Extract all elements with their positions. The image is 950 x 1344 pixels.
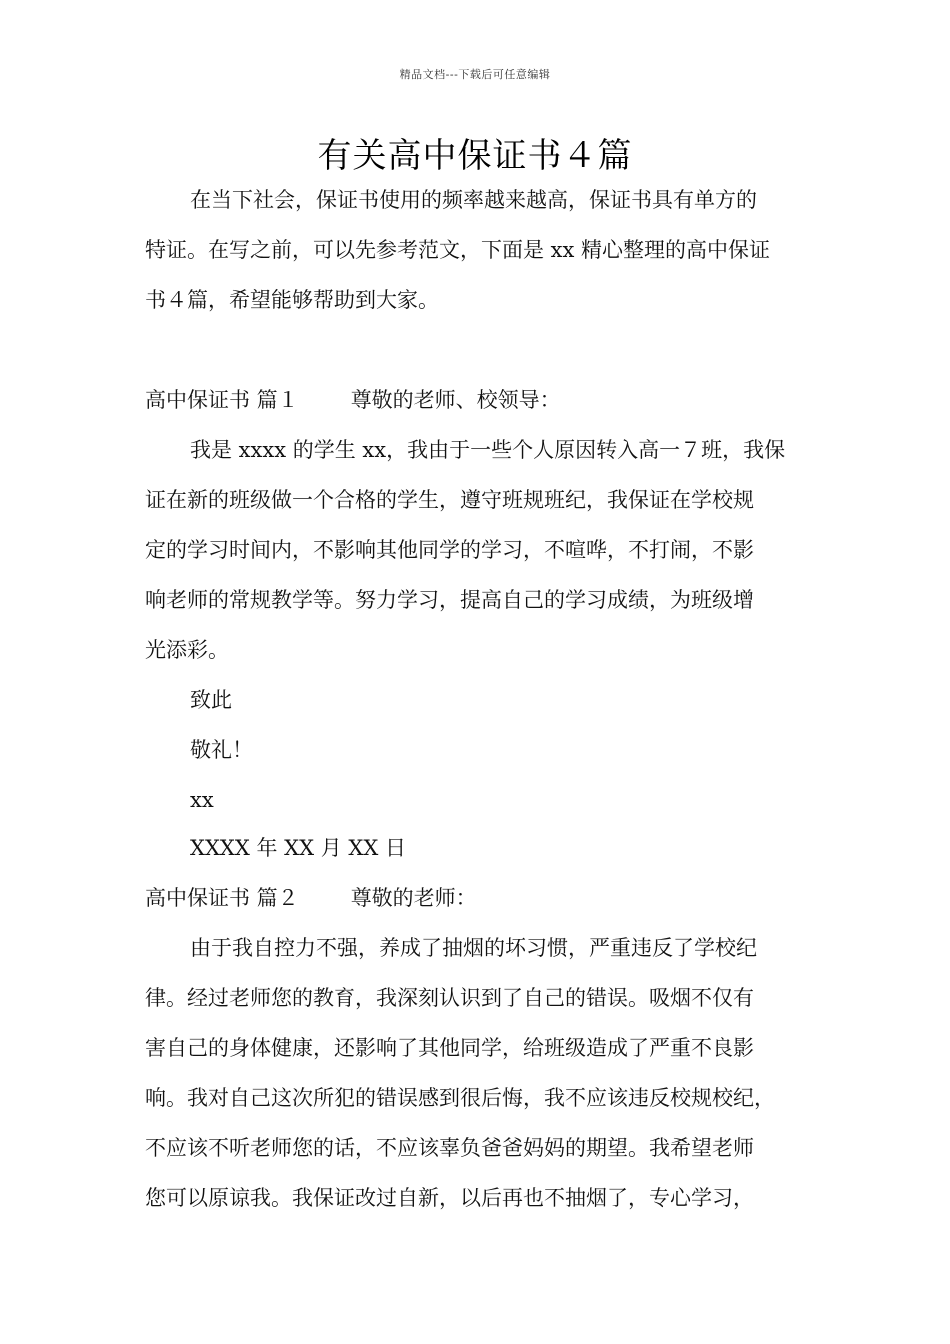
section-1-closing-salute: 敬礼！ <box>190 738 253 762</box>
section-1-closing: 致此 <box>190 688 232 712</box>
section-1-body-line: 响老师的常规教学等。努力学习，提高自己的学习成绩，为班级增 <box>145 588 754 612</box>
section-1-body-line: 光添彩。 <box>145 638 229 662</box>
intro-line: 书４篇，希望能够帮助到大家。 <box>145 288 439 312</box>
section-2-body-line: 律。经过老师您的教育，我深刻认识到了自己的错误。吸烟不仅有 <box>145 986 754 1010</box>
intro-line: 在当下社会，保证书使用的频率越来越高，保证书具有单方的 <box>190 188 757 212</box>
section-2-heading: 高中保证书 篇２ <box>145 886 299 910</box>
intro-line: 特证。在写之前，可以先参考范文，下面是 xx 精心整理的高中保证 <box>145 238 771 262</box>
section-2-body-line: 由于我自控力不强，养成了抽烟的坏习惯，严重违反了学校纪 <box>190 936 757 960</box>
section-1-signature: xx <box>190 788 214 812</box>
section-1-date: XXXX 年 XX 月 XX 日 <box>190 836 406 860</box>
section-2-salutation: 尊敬的老师： <box>350 886 477 910</box>
header-note: 精品文档---下载后可任意编辑 <box>399 68 551 81</box>
section-1-salutation: 尊敬的老师、校领导： <box>350 388 561 412</box>
section-2-body-line: 不应该不听老师您的话，不应该辜负爸爸妈妈的期望。我希望老师 <box>145 1136 754 1160</box>
section-2-heading-row <box>145 883 825 913</box>
section-2-body-line: 害自己的身体健康，还影响了其他同学，给班级造成了严重不良影 <box>145 1036 754 1060</box>
section-1-body-line: 我是 xxxx 的学生 xx，我由于一些个人原因转入高一７班，我保 <box>190 438 786 462</box>
section-2-body-line: 响。我对自己这次所犯的错误感到很后悔，我不应该违反校规校纪， <box>145 1086 775 1110</box>
section-1-heading-row <box>145 385 825 415</box>
document-title: 有关高中保证书４篇 <box>317 136 633 176</box>
section-2-body-line: 您可以原谅我。我保证改过自新，以后再也不抽烟了，专心学习， <box>145 1186 754 1210</box>
section-1-body-line: 证在新的班级做一个合格的学生，遵守班规班纪，我保证在学校规 <box>145 488 754 512</box>
section-1-heading: 高中保证书 篇１ <box>145 388 299 412</box>
section-1-body-line: 定的学习时间内，不影响其他同学的学习，不喧哗，不打闹，不影 <box>145 538 754 562</box>
